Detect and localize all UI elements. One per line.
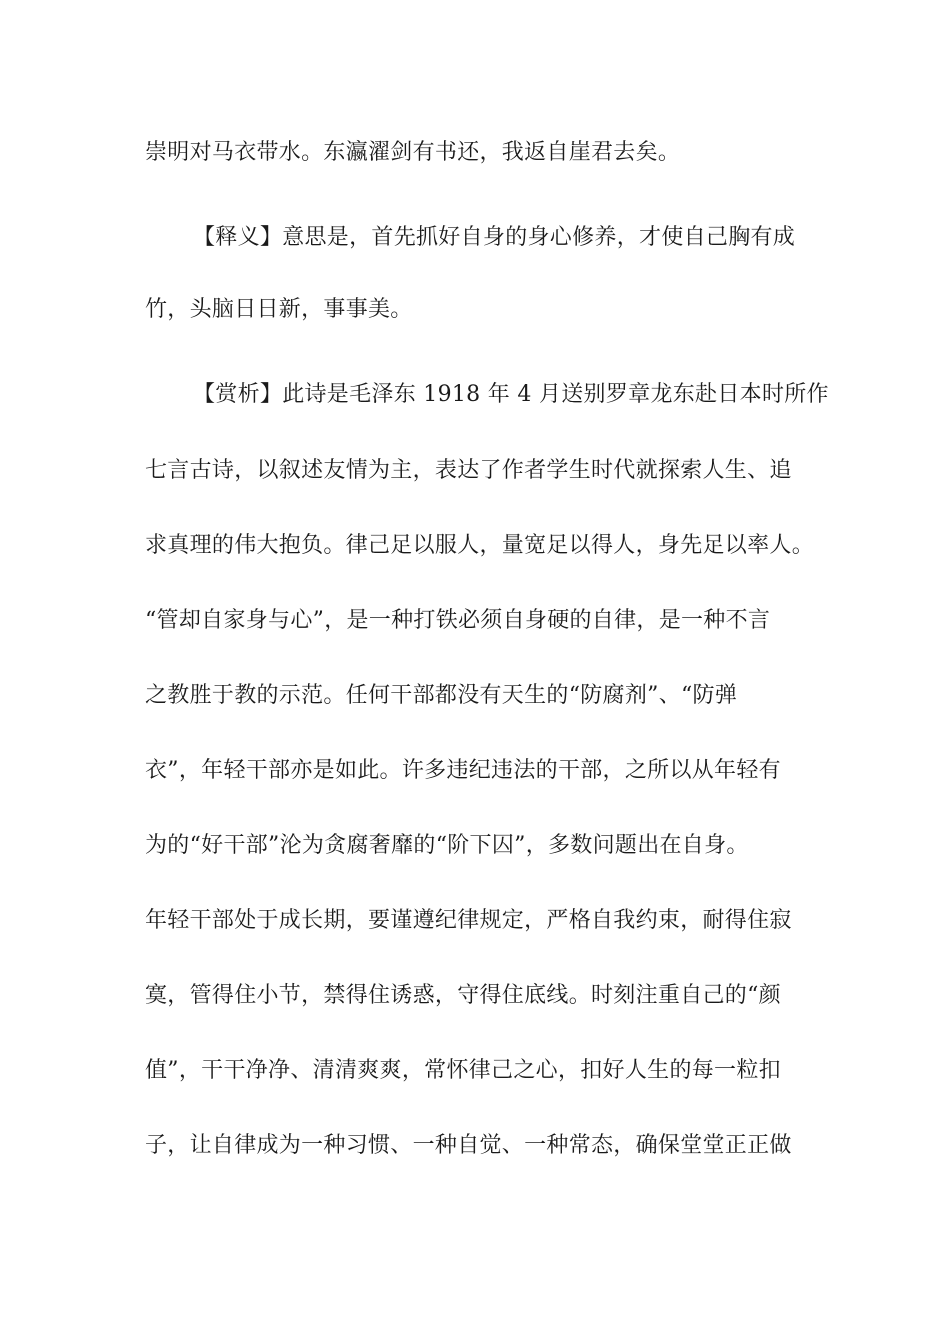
text-line-definition-start: 【释义】意思是，首先抓好自身的身心修养，才使自己胸有成 [193,225,796,250]
text-line: 七言古诗，以叙述友情为主，表达了作者学生时代就探索人生、追 [145,458,792,483]
text-line: 寞，管得住小节，禁得住诱惑，守得住底线。时刻注重自己的“颜 [145,983,781,1008]
text-line: 值”，干干净净、清清爽爽，常怀律己之心，扣好人生的每一粒扣 [145,1058,781,1083]
text-line: 为的“好干部”沦为贪腐奢靡的“阶下囚”，多数问题出在自身。 [145,833,749,858]
text-line: “管却自家身与心”，是一种打铁必须自身硬的自律，是一种不言 [145,608,771,633]
text-line: 年轻干部处于成长期，要谨遵纪律规定，严格自我约束，耐得住寂 [145,908,792,933]
text-line-analysis-start: 【赏析】此诗是毛泽东 1918 年 4 月送别罗章龙东赴日本时所作 [193,382,829,407]
text-line: 子，让自律成为一种习惯、一种自觉、一种常态，确保堂堂正正做 [145,1133,792,1158]
text-line: 竹，头脑日日新，事事美。 [145,297,413,322]
text-line: 之教胜于教的示范。任何干部都没有天生的“防腐剂”、“防弹 [145,683,738,708]
text-line: 崇明对马衣带水。东瀛濯剑有书还，我返自崖君去矣。 [145,140,681,165]
text-line: 衣”，年轻干部亦是如此。许多违纪违法的干部，之所以从年轻有 [145,758,781,783]
text-line: 求真理的伟大抱负。律己足以服人，量宽足以得人，身先足以率人。 [145,533,815,558]
